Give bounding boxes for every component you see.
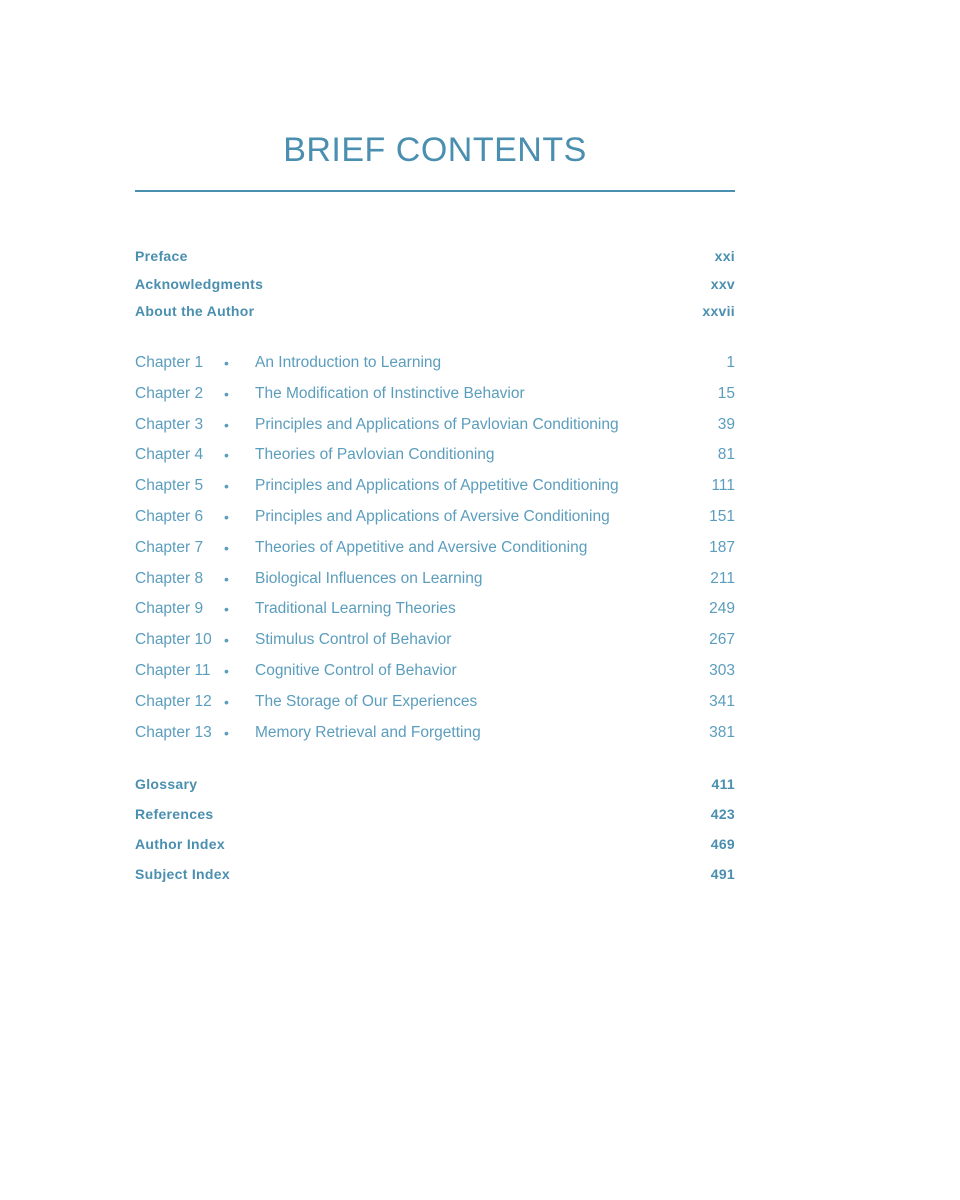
- entry-page: xxi: [714, 248, 735, 264]
- bullet-separator: •: [224, 662, 229, 679]
- chapter-title: Principles and Applications of Pavlovian Conditioning: [255, 415, 619, 433]
- chapter-title: An Introduction to Learning: [255, 354, 442, 371]
- chapter-page: 1: [726, 354, 735, 371]
- bullet-separator: •: [224, 447, 229, 464]
- chapter-item-3[interactable]: [135, 412, 735, 443]
- chapter-number: Chapter 1: [135, 354, 204, 371]
- chapter-item-4[interactable]: [135, 442, 735, 473]
- chapter-number: Chapter 9: [135, 600, 204, 618]
- chapter-page: 267: [709, 631, 735, 649]
- bullet-separator: •: [224, 355, 229, 371]
- chapter-item-9[interactable]: [135, 596, 735, 627]
- chapter-page: 81: [717, 446, 735, 464]
- entry-label: Acknowledgments: [135, 275, 264, 292]
- chapter-item-8[interactable]: [135, 566, 735, 597]
- front-matter-item-about-author[interactable]: [135, 299, 735, 327]
- back-matter-item-references[interactable]: [135, 802, 735, 832]
- bullet-separator: •: [224, 601, 229, 618]
- chapter-number: Chapter 11: [135, 661, 211, 679]
- chapter-title: Theories of Pavlovian Conditioning: [255, 446, 495, 464]
- back-matter-item-subject-index[interactable]: [135, 862, 735, 892]
- chapter-page: 249: [709, 600, 735, 618]
- chapter-number: Chapter 12: [135, 692, 212, 710]
- back-matter-item-author-index[interactable]: [135, 832, 735, 862]
- chapter-item-6[interactable]: [135, 504, 735, 535]
- bullet-separator: •: [224, 693, 229, 710]
- bullet-separator: •: [224, 508, 229, 525]
- chapter-title: Principles and Applications of Appetitive Conditioning: [255, 477, 619, 495]
- chapter-list: [135, 350, 735, 750]
- front-matter-list: [135, 244, 735, 327]
- bullet-separator: •: [224, 416, 229, 433]
- bullet-separator: •: [224, 385, 229, 402]
- entry-label: Author Index: [135, 836, 225, 852]
- title-divider: [135, 190, 735, 192]
- front-matter-item-acknowledgments[interactable]: [135, 272, 735, 300]
- back-matter-list: [135, 772, 735, 892]
- chapter-item-13[interactable]: [135, 720, 735, 751]
- page-title: BRIEF CONTENTS: [283, 131, 587, 169]
- entry-label: Subject Index: [135, 866, 230, 882]
- chapter-title: Cognitive Control of Behavior: [255, 661, 457, 679]
- entry-page: 491: [710, 866, 735, 882]
- chapter-page: 211: [710, 569, 735, 587]
- entry-label: Preface: [135, 248, 188, 264]
- chapter-number: Chapter 10: [135, 631, 212, 649]
- chapter-page: 111: [711, 477, 735, 495]
- bullet-separator: •: [224, 478, 229, 495]
- bullet-separator: •: [224, 539, 229, 556]
- chapter-number: Chapter 6: [135, 507, 204, 525]
- chapter-item-10[interactable]: [135, 627, 735, 658]
- entry-label: References: [135, 806, 214, 822]
- chapter-number: Chapter 8: [135, 569, 204, 587]
- chapter-item-2[interactable]: [135, 381, 735, 412]
- chapter-title: Biological Influences on Learning: [255, 569, 483, 587]
- chapter-title: Stimulus Control of Behavior: [255, 631, 452, 649]
- chapter-item-11[interactable]: [135, 658, 735, 689]
- chapter-title: Traditional Learning Theories: [255, 600, 456, 618]
- chapter-number: Chapter 4: [135, 446, 204, 464]
- bullet-separator: •: [224, 632, 229, 649]
- chapter-title: The Modification of Instinctive Behavior: [255, 384, 525, 402]
- chapter-page: 303: [709, 661, 735, 679]
- bullet-separator: •: [224, 724, 229, 741]
- front-matter-item-preface[interactable]: [135, 244, 735, 272]
- chapter-title: Theories of Appetitive and Aversive Conditioning: [255, 538, 588, 556]
- chapter-title: Memory Retrieval and Forgetting: [255, 723, 481, 741]
- chapter-page: 187: [709, 538, 735, 556]
- entry-label: Glossary: [135, 776, 198, 792]
- chapter-number: Chapter 7: [135, 538, 204, 556]
- entry-page: 411: [711, 776, 735, 792]
- chapter-item-1[interactable]: [135, 350, 735, 381]
- chapter-number: Chapter 5: [135, 477, 204, 495]
- chapter-number: Chapter 2: [135, 384, 204, 402]
- chapter-page: 341: [709, 692, 735, 710]
- entry-page: xxv: [710, 275, 735, 292]
- entry-page: 469: [710, 836, 735, 852]
- chapter-page: 15: [717, 384, 735, 402]
- back-matter-item-glossary[interactable]: [135, 772, 735, 802]
- chapter-title: Principles and Applications of Aversive Conditioning: [255, 507, 610, 525]
- chapter-title: The Storage of Our Experiences: [255, 692, 478, 710]
- chapter-item-5[interactable]: [135, 473, 735, 504]
- entry-page: xxvii: [702, 303, 735, 319]
- bullet-separator: •: [224, 570, 229, 587]
- chapter-page: 39: [717, 415, 735, 433]
- chapter-item-12[interactable]: [135, 689, 735, 720]
- chapter-number: Chapter 13: [135, 723, 212, 741]
- chapter-number: Chapter 3: [135, 415, 204, 433]
- entry-page: 423: [710, 806, 735, 822]
- chapter-page: 151: [709, 507, 735, 525]
- entry-label: About the Author: [135, 303, 255, 319]
- chapter-page: 381: [709, 723, 735, 741]
- chapter-item-7[interactable]: [135, 535, 735, 566]
